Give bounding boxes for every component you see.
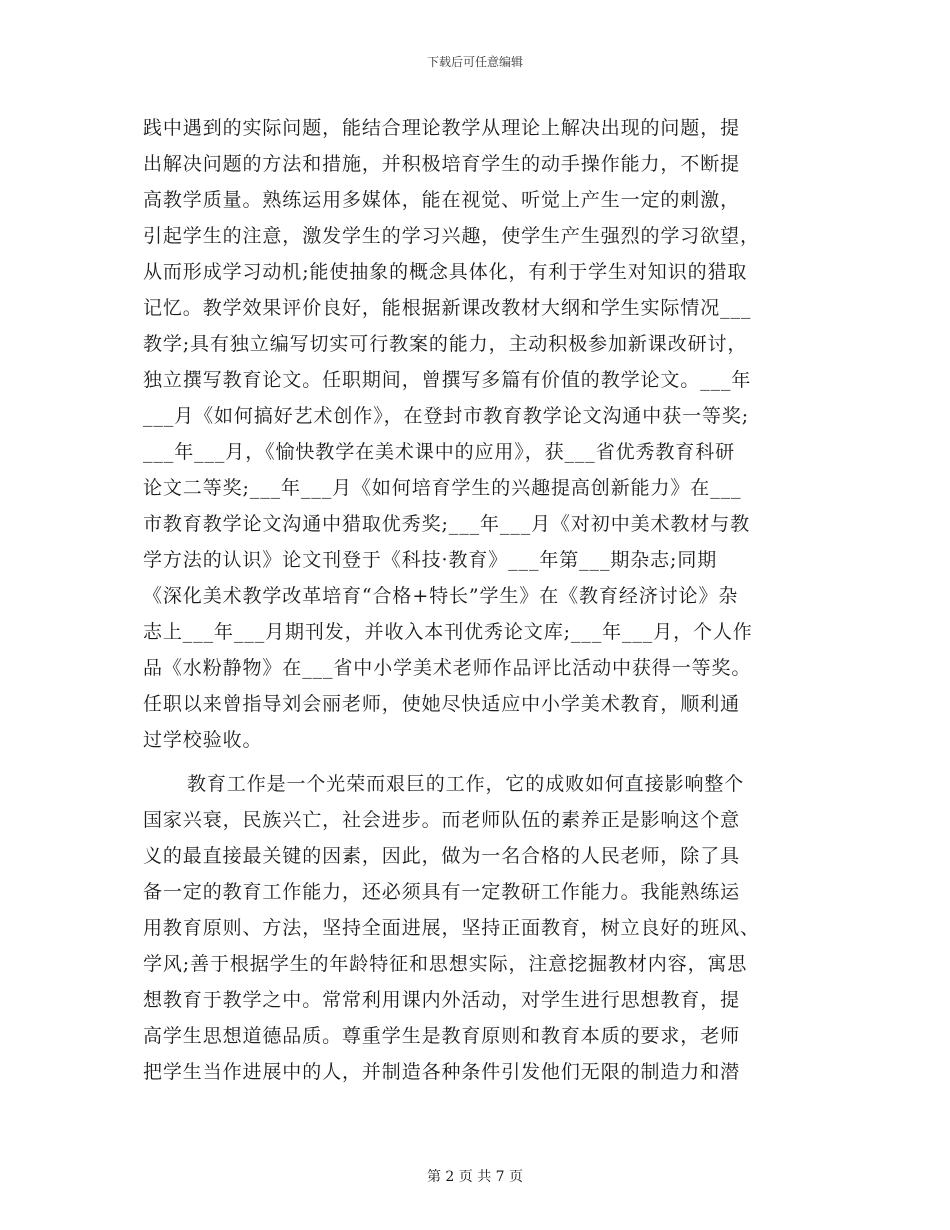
text-line: 出解决问题的方法和措施，并积极培育学生的动手操作能力，不断提	[143, 153, 741, 175]
text-line: 把学生当作进展中的人，并制造各种条件引发他们无限的制造力和潜	[143, 1061, 741, 1083]
text-line: 高学生思想道德品质。尊重学生是教育原则和教育本质的要求，老师	[143, 1025, 741, 1047]
paragraph-1	[143, 110, 803, 758]
paragraph-gap	[143, 758, 803, 766]
text-line: 高教学质量。熟练运用多媒体，能在视觉、听觉上产生一定的刺激，	[143, 189, 741, 211]
text-line: 引起学生的注意，激发学生的学习兴趣，使学生产生强烈的学习欲望，	[143, 225, 760, 247]
text-line: 用教育原则、方法，坚持全面进展，坚持正面教育，树立良好的班风、	[143, 917, 760, 939]
page-footer: 第 2 页 共 7 页	[426, 1169, 524, 1185]
text-line: 论文二等奖;___年___月《如何培育学生的兴趣提高创新能力》在___	[143, 477, 742, 499]
text-line: 任职以来曾指导刘会丽老师，使她尽快适应中小学美术教育，顺利通	[143, 693, 741, 715]
text-line: 义的最直接最关键的因素，因此，做为一名合格的人民老师，除了具	[143, 845, 741, 867]
text-line: 学风;善于根据学生的年龄特征和思想实际，注意挖掘教材内容，寓思	[143, 953, 748, 975]
text-line: 备一定的教育工作能力，还必须具有一定教研工作能力。我能熟练运	[143, 881, 741, 903]
text-line: 国家兴衰，民族兴亡，社会进步。而老师队伍的素养正是影响这个意	[143, 809, 741, 831]
text-line: 《深化美术教学改革培育“合格+特长”学生》在《教育经济讨论》杂	[143, 585, 739, 607]
text-line: 教学;具有独立编写切实可行教案的能力，主动积极参加新课改研讨，	[143, 333, 748, 355]
text-line: 教育工作是一个光荣而艰巨的工作，它的成败如何直接影响整个	[187, 773, 745, 795]
text-line: 品《水粉静物》在___省中小学美术老师作品评比活动中获得一等奖。	[143, 657, 752, 679]
text-line: 记忆。教学效果评价良好，能根据新课改教材大纲和学生实际情况___	[143, 297, 752, 319]
page-header: 下载后可任意编辑	[426, 55, 523, 69]
text-line: 践中遇到的实际问题，能结合理论教学从理论上解决出现的问题，提	[143, 117, 741, 139]
paragraph-2	[143, 766, 803, 1090]
document-body	[143, 110, 803, 1090]
text-line: 独立撰写教育论文。任职期间，曾撰写多篇有价值的教学论文。___年	[143, 369, 752, 391]
text-line: 志上___年___月期刊发，并收入本刊优秀论文库;___年___月，个人作	[143, 621, 753, 643]
text-line: ___月《如何搞好艺术创作》，在登封市教育教学论文沟通中获一等奖;	[143, 405, 750, 427]
text-line: ___年___月，《愉快教学在美术课中的应用》，获___省优秀教育科研	[143, 441, 736, 463]
text-line: 过学校验收。	[143, 729, 263, 751]
text-line: 学方法的认识》论文刊登于《科技·教育》___年第___期杂志;同期	[143, 549, 718, 571]
text-line: 从而形成学习动机;能使抽象的概念具体化，有利于学生对知识的猎取	[143, 261, 748, 283]
text-line: 市教育教学论文沟通中猎取优秀奖;___年___月《对初中美术教材与教	[143, 513, 751, 535]
text-line: 想教育于教学之中。常常利用课内外活动，对学生进行思想教育，提	[143, 989, 741, 1011]
